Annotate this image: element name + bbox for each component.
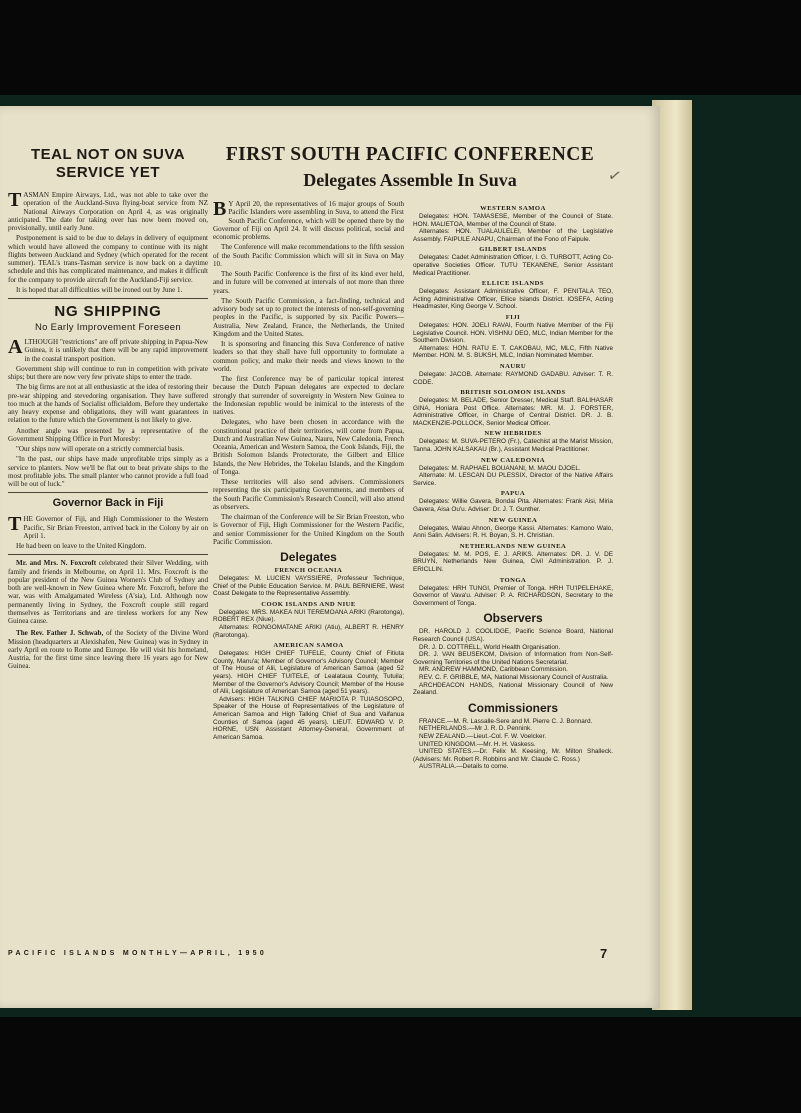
conference-paragraph: The South Pacific Conference is the first of its kind ever held, and in future will be convened at intervals of not more than three years.	[213, 270, 404, 295]
section-head: AMERICAN SAMOA	[273, 642, 344, 650]
governor-headline: Governor Back in Fiji	[52, 497, 164, 510]
conference-subtitle: Delegates Assemble In Suva	[303, 170, 517, 190]
page-footer: PACIFIC ISLANDS MONTHLY—APRIL, 1950	[8, 950, 268, 957]
delegate-entry: Delegates, Walau Ahnon, George Kassi. Alternates: Kamono Walo, Anni Salin. Advisers: R. H. Boyan, S. H. Christian.	[413, 524, 613, 540]
delegate-entry: Delegate: JACOB. Alternate: RAYMOND GADABU. Adviser: T. R. CODE.	[413, 370, 613, 386]
observer-entry: DR. J. D. COTTRELL, World Health Organisation.	[419, 643, 561, 651]
divider	[8, 554, 208, 555]
delegate-entry: Delegates: HON. TAMASESE, Member of the Council of State. HON. MALIETOA, Member of the Council of State.	[413, 213, 613, 228]
section-head: ELLICE ISLANDS	[481, 280, 545, 288]
teal-headline: TEAL NOT ON SUVA SERVICE YET	[30, 146, 186, 181]
divider	[8, 492, 208, 493]
delegate-entry: Delegates: M. SUVA-PETERO (Fr.), Catechist at the Marist Mission, Tanna. JOHN KALSAKAU (Br.), Assistant Medical Practitioner.	[413, 438, 613, 454]
commissioners-headline: Commissioners	[467, 700, 559, 715]
delegate-entry: Delegates: Cadet Administration Officer, I. G. TURBOTT, Acting Co-operative Societies Officer. TUTU TEKANENE, Senior Assistant Medical Practitioner.	[413, 254, 613, 277]
right-column	[413, 202, 613, 771]
section-head: NAURU	[499, 362, 527, 370]
delegate-entry: Delegates: HRH TUNGI, Premier of Tonga. HRH TU'IPELEHAKE, Governor of Vava'u. Adviser: P. A. RICHARDSON, Secretary to the Government of Tonga.	[413, 584, 613, 607]
delegate-entry: Delegates: M. RAPHAEL BOUANANI, M. MAOU DJOEL.	[419, 464, 581, 472]
commissioner-entry: AUSTRALIA.—Details to come.	[419, 763, 509, 771]
check-mark: ✓	[606, 166, 623, 187]
observer-entry: DR. HAROLD J. COOLIDGE, Pacific Science Board, National Research Council (USA).	[413, 628, 613, 643]
conference-paragraph: The Conference will make recommendations to the fifth session of the South Pacific Commission which will sit in Suva on May 10.	[213, 243, 404, 268]
delegate-entry: Delegates: Assistant Administrative Officer, F. PENITALA TEO, Acting Administrative Officer, Ellice Islands District. IOSEFA, Acting Headmaster, King George V. School.	[413, 288, 613, 311]
conference-paragraph: The chairman of the Conference will be Sir Brian Freeston, who is Governor of Fiji, High Commissioner for the Western Pacific, and senior Commissioner for the United Kingdom on the South Pacific Commission.	[213, 513, 404, 546]
divider	[8, 298, 208, 299]
shipping-subhead: No Early Improvement Foreseen	[35, 322, 181, 333]
shipping-headline: NG SHIPPING	[54, 303, 162, 320]
shipping-paragraph: The big firms are not at all enthusiastic at the idea of restoring their pre-war shipping and stevedoring organisation. They have suffered too much at the hands of Socialist officialdom. Before they undertake any heavy expense and obligations, they will want guarantees in relation to the future which the Government is not likely to give.	[8, 383, 208, 425]
observer-entry: REV. C. F. GRIBBLE, MA, National Missionary Council of Australia.	[419, 673, 609, 681]
section-head: FIJI	[505, 313, 521, 321]
middle-column	[213, 200, 404, 741]
delegate-entry: Delegates: MRS. MAKEA NUI TEREMOANA ARIKI (Rarotonga), ROBERT REX (Niue).	[213, 608, 404, 624]
delegate-entry: Delegates: HON. JOELI RAVAI, Fourth Native Member of the Fiji Legislative Council. HON. VISHNU DEO, MLC, Indian Member for the Southern Division.	[413, 321, 613, 345]
observers-headline: Observers	[483, 611, 543, 626]
delegates-headline: Delegates	[280, 550, 337, 564]
foxcroft-paragraph: Mr. and Mrs. N. Foxcroft celebrated their Silver Wedding, with family and friends in Melbourne, on April 11. Mrs. Foxcroft is the popular president of the New Guinea Women's Club of Sydney and both are well-known in New Guinea where Mr. Foxcroft, before the war, was with Amalgamated Wireless (A'sia), Ltd. Although now permanently living in Sydney, the Foxcroft couple still regard themselves as Territorians and are tireless workers for any New Guinea cause.	[8, 559, 208, 625]
page-number: 7	[600, 946, 608, 961]
delegate-entry: Alternates: RONGOMATANE ARIKI (Atiu), ALBERT R. HENRY (Rarotonga).	[213, 623, 404, 639]
observer-entry: MR. ANDREW HAMMOND, Caribbean Commission.	[419, 666, 568, 674]
shipping-paragraph: "In the past, our ships have made unprofitable trips simply as a service to planters. Now we'll be flat out to beat private ships to the most profitable jobs. The small planter who cannot provide a full load will be out of luck."	[8, 455, 208, 488]
shipping-paragraph: "Our ships now will operate on a strictly commercial basis.	[16, 445, 184, 453]
conference-title: FIRST SOUTH PACIFIC CONFERENCE	[225, 144, 595, 165]
conference-paragraph: The South Pacific Commission, a fact-finding, technical and advisory body set up to protect the interests of non-self-governing peoples in the Pacific, is supported by six Pacific Powers—Australia, New Zealand, France, the Netherlands, the United Kingdom and the United States.	[213, 296, 404, 338]
commissioner-entry: UNITED KINGDOM.—Mr. H. H. Vaskess.	[419, 740, 536, 748]
section-head: COOK ISLANDS AND NIUE	[261, 600, 356, 608]
conference-paragraph: Delegates, who have been chosen in accordance with the constitutional practice of their territories, will come from Papua, Dutch and Australian New Guinea, Nauru, New Caledonia, French Oceania, American and Western Samoa, the Cook Islands, Fiji, the British Solomon Islands Protectorate, the Gilbert and Ellice Islands, the New Hebrides, the Tokelau Islands, and the Kingdom of Tonga.	[213, 418, 404, 476]
schwab-paragraph: The Rev. Father J. Schwab, of the Society of the Divine Word Mission (headquarters at Alexishafen, New Guinea) was in Sydney in early April en route to Rome and Europe. He will visit his homeland, Austria, for the first time since leaving there 16 years ago for New Guinea.	[8, 629, 208, 671]
section-head: NEW GUINEA	[488, 516, 538, 524]
governor-paragraph: THE Governor of Fiji, and High Commissioner to the Western Pacific, Sir Brian Freeston, arrived back in the Colony by air on April 1.	[8, 513, 208, 540]
section-head: WESTERN SAMOA	[480, 205, 546, 212]
section-head: NEW CALEDONIA	[480, 456, 546, 464]
delegate-entry: Delegates: M. BELADE, Senior Dresser, Medical Staff. BALIHASAR GINA, Honiara Post Office. Alternates: MR. M. J. FORSTER, Administrative Officer, in Charge of Central District. DR. J. B. MACKENZIE-POLLOCK, Senior Medical Officer.	[413, 397, 613, 427]
section-head: FRENCH OCEANIA	[274, 567, 343, 574]
conference-paragraph: These territories will also send advisers. Commissioners representing the six participating Governments, and members of the South Pacific Commission's Research Council, will also attend as observers.	[213, 478, 404, 511]
shipping-paragraph: Government ship will continue to run in competition with private ships; but there are now very few private ships to enter the trade.	[8, 364, 208, 381]
delegate-entry: Alternates: HON. TUALAULELEI, Member of the Legislative Assembly. FAIPULE ANAPU, Chairman of the Fono of Faipule.	[413, 228, 613, 243]
conference-paragraph: B Y April 20, the representatives of 16 major groups of South Pacific Islanders were assembling in Suva, to attend the First South Pacific Conference, which will be opened there by the Governor of Fiji on April 24. It will discuss political, social and economic problems.	[213, 198, 404, 241]
commissioner-entry: NEW ZEALAND.—Lieut.-Col. F. W. Voelcker.	[419, 732, 547, 740]
commissioner-entry: FRANCE.—M. R. Lassalle-Sere and M. Pierre C. J. Bonnard.	[419, 717, 593, 725]
shipping-paragraph: ALTHOUGH "restrictions" are off private shipping in Papua-New Guinea, it is unlikely that there will be any rapid improvement in the coastal transport position.	[8, 336, 208, 363]
teal-paragraph: Postponement is said to be due to delays in delivery of equipment which would have allowed the company to continue with its night flights between Auckland and Sydney (which operated for the recent summer). TEAL's trans-Tasman service is now back on a daytime schedule and this has complicated maintenance, and makes it difficult for the company to provide aircraft for the Auckland-Fiji service.	[8, 234, 208, 284]
teal-paragraph: It is hoped that all difficulties will be ironed out by June 1.	[16, 285, 183, 294]
shipping-paragraph: Another angle was presented by a representative of the Government Shipping Office in Port Moresby:	[8, 426, 208, 443]
left-column	[8, 146, 208, 673]
delegate-entry: Advisers: HIGH TALKING CHIEF MARIOTA P. TUIASOSOPO, Speaker of the House of Representatives of the Legislature of American Samoa and High Talking Chief of Sua and Vaifanua Counties of Samoa (aged 45 years). LIEUT. EDWARD V. P. HORNE, USN Assistant Attorney-General, Government of American Samoa.	[213, 695, 404, 741]
delegate-entry: Alternate: M. LESCAN DU PLESSIX, Director of the Native Affairs Service.	[413, 472, 613, 487]
delegate-entry: Alternates: HON. RATU E. T. CAKOBAU, MC, MLC, Fifth Native Member. HON. M. S. BUKSH, MLC, Indian Nominated Member.	[413, 344, 613, 360]
conference-paragraph: The first Conference may be of particular topical interest because the Dutch Papuan delegates are expected to declare strongly that surrender of sovereignty in Western New Guinea to the Indonesian republic would be inimical to the interests of the natives.	[213, 375, 404, 416]
section-head: NEW HEBRIDES	[484, 430, 542, 438]
observer-entry: DR. J. VAN BEUSEKOM, Division of Information from Non-Self-Governing Territories of the United Nations Secretariat.	[413, 651, 613, 666]
delegate-entry: Delegates: HIGH CHIEF TUFELE, County Chief of Fitiuta County, Manu'a; Member of Governor's Advisory Council; Member of The House of Alii, Legislature of American Samoa (aged 52 years). HIGH CHIEF TUITELE, of Lealataua County, Tutuila; Member of the Governor's Advisory Council; Member of the House of Alii, Legislature of American Samoa (aged 51 years).	[213, 650, 404, 696]
section-head: PAPUA	[500, 490, 526, 498]
section-head: NETHERLANDS NEW GUINEA	[459, 542, 567, 550]
delegate-entry: Delegates: M. LUCIEN VAYSSIERE, Professeur Technique, Chief of the Public Education Service. M. PAUL BERNIERE, West Coast Delegate to the Representative Assembly.	[213, 575, 404, 598]
section-head: GILBERT ISLANDS	[479, 246, 547, 254]
section-head: BRITISH SOLOMON ISLANDS	[460, 389, 566, 397]
teal-paragraph: TASMAN Empire Airways, Ltd., was not able to take over the operation of the Auckland-Suva flying-boat service from NZ National Airways Corporation on April 4, as was originally anticipated. The date for taking over has now been moved on, provisionally, until early June.	[8, 189, 208, 232]
governor-paragraph: He had been on leave to the United Kingdom.	[16, 542, 147, 550]
delegate-entry: Delegates: Willie Gavera, Bondai Pita. Alternates: Frank Aisi, Miria Gavera, Aisa Ou'u. Adviser: Dr. J. T. Gunther.	[413, 498, 613, 514]
commissioner-entry: NETHERLANDS.—Mr J. R. D. Pennink.	[419, 725, 532, 733]
delegate-entry: Delegates: M. M. POS, E. J. ARIKS. Alternates: DR. J. V. DE BRUYN, Netherlands New Guinea, Civil Administration. P. J. ERICLLIN.	[413, 550, 613, 573]
conference-paragraph: It is sponsoring and financing this Suva Conference of native leaders so that they shall have full opportunity to formulate a common policy, and make their needs and views known to the world.	[213, 340, 404, 373]
section-head: TONGA	[499, 576, 527, 584]
observer-entry: ARCHDEACON HANDS, National Missionary Council of New Zealand.	[413, 681, 613, 697]
commissioner-entry: UNITED STATES.—Dr. Felix M. Keesing, Mr. Milton Shalleck. (Advisers: Mr. Robert R. Robbins and Mr. Claude C. Ross.)	[413, 748, 613, 763]
